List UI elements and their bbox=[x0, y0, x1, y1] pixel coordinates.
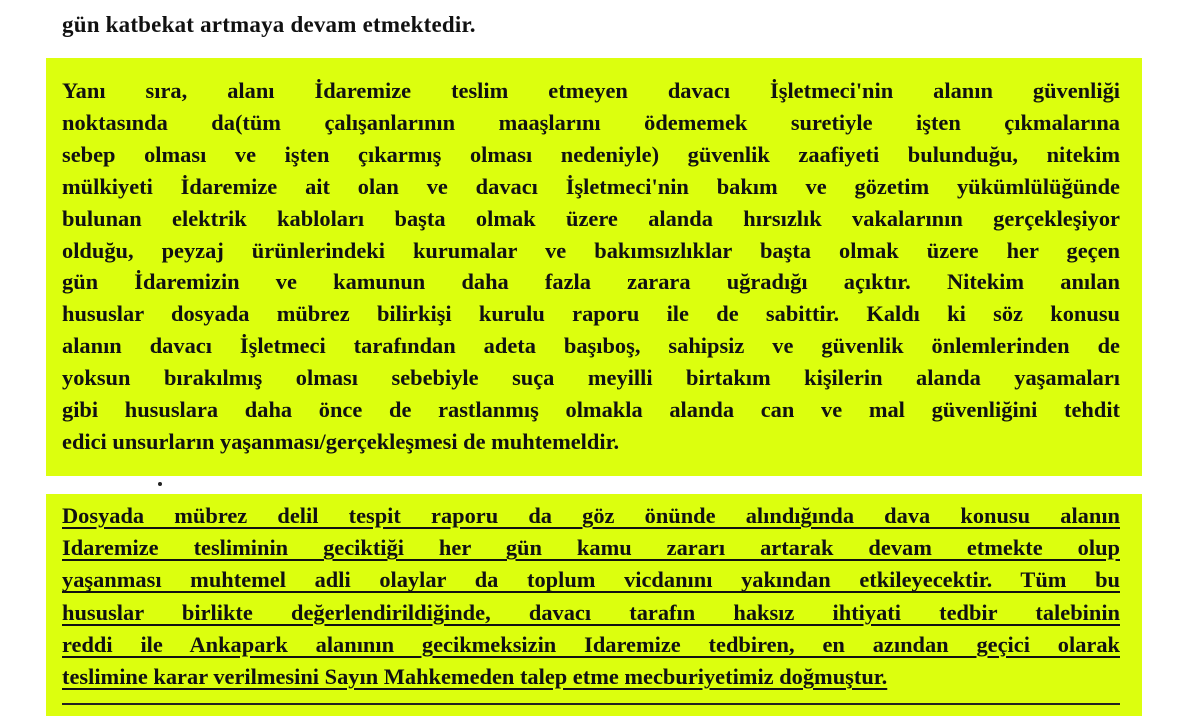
paragraph-1-line: edici unsurların yaşanması/gerçekleşmesi de muhtemeldir. bbox=[62, 428, 620, 454]
paragraph-2-line: hususlar birlikte değerlendirildiğinde, davacı tarafın haksız ihtiyati tedbir talebinin bbox=[62, 599, 1120, 625]
paragraph-2-line: Idaremize tesliminin geciktiği her gün kamu zararı artarak devam etmekte olup bbox=[62, 535, 1120, 561]
paragraph-2-line: yaşanması muhtemel adli olaylar da toplum vicdanını yakından etkileyecektir. Tüm bu bbox=[62, 567, 1120, 593]
stray-dot bbox=[158, 482, 162, 486]
paragraph-1-line: bulunan elektrik kabloları başta olmak üzere alanda hırsızlık vakalarının gerçekleşiyor bbox=[62, 205, 1120, 231]
paragraph-1-line: noktasında da(tüm çalışanlarının maaşlarını ödememek suretiyle işten çıkmalarına bbox=[62, 109, 1120, 135]
paragraph-1-line: gibi hususlara daha önce de rastlanmış olmakla alanda can ve mal güvenliğini tehdit bbox=[62, 397, 1120, 423]
paragraph-2-underlined bbox=[62, 500, 1120, 693]
paragraph-1-line: alanın davacı İşletmeci tarafından adeta başıboş, sahipsiz ve güvenlik önlemlerinden de bbox=[62, 333, 1120, 359]
underline-rule bbox=[62, 703, 1120, 705]
paragraph-1-line: hususlar dosyada mübrez bilirkişi kurulu raporu ile de sabittir. Kaldı ki söz konusu bbox=[62, 301, 1120, 327]
paragraph-1-line: olduğu, peyzaj ürünlerindeki kurumalar ve bakımsızlıklar başta olmak üzere her geçen bbox=[62, 237, 1120, 263]
paragraph-1-line: mülkiyeti İdaremize ait olan ve davacı İşletmeci'nin bakım ve gözetim yükümlülüğünde bbox=[62, 173, 1120, 199]
paragraph-1-line: gün İdaremizin ve kamunun daha fazla zarara uğradığı açıktır. Nitekim anılan bbox=[62, 269, 1120, 295]
previous-paragraph-last-line: gün katbekat artmaya devam etmektedir. bbox=[62, 12, 476, 37]
paragraph-1-line: yoksun bırakılmış olması sebebiyle suça meyilli birtakım kişilerin alanda yaşamaları bbox=[62, 365, 1120, 391]
paragraph-2-line: reddi ile Ankapark alanının gecikmeksizin Idaremize tedbiren, en azından geçici olarak bbox=[62, 631, 1120, 657]
paragraph-2-line: teslimine karar verilmesini Sayın Mahkemeden talep etme mecburiyetimiz doğmuştur. bbox=[62, 664, 888, 690]
paragraph-2-line: Dosyada mübrez delil tespit raporu da göz önünde alındığında dava konusu alanın bbox=[62, 503, 1120, 528]
paragraph-1-line: Yanı sıra, alanı İdaremize teslim etmeyen davacı İşletmeci'nin alanın güvenliği bbox=[62, 78, 1120, 103]
paragraph-1 bbox=[62, 75, 1120, 458]
paragraph-1-line: sebep olması ve işten çıkarmış olması nedeniyle) güvenlik zaafiyeti bulunduğu, nitekim bbox=[62, 141, 1120, 167]
